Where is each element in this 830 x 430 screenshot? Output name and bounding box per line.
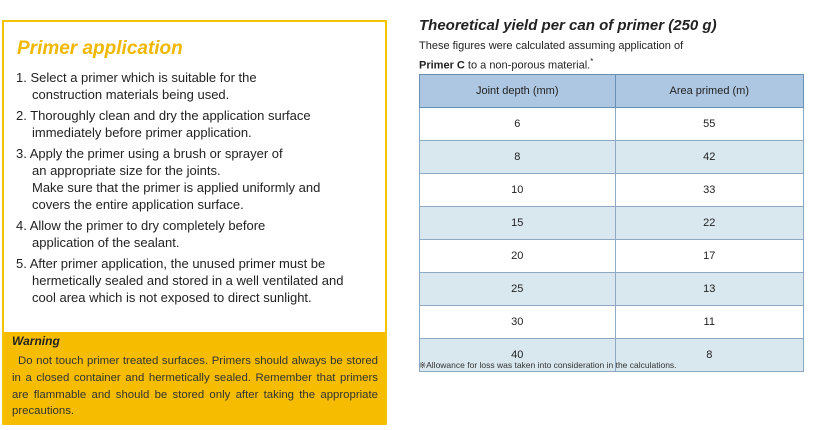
footnote-mark: * — [590, 57, 594, 66]
area-primed-cell: 55 — [615, 108, 804, 141]
primer-name: Primer C — [419, 59, 465, 72]
primer-application-panel — [2, 20, 387, 425]
header-area-primed: Area primed (m) — [615, 75, 804, 108]
subtitle-line1: These figures were calculated assuming application of — [419, 40, 684, 52]
header-joint-depth: Joint depth (mm) — [420, 75, 616, 108]
table-row — [420, 207, 804, 240]
joint-depth-cell: 10 — [420, 174, 616, 207]
area-primed-cell: 11 — [615, 306, 804, 339]
joint-depth-cell: 8 — [420, 141, 616, 174]
panel-title: Primer application — [17, 38, 183, 59]
table-footnote: ※Allowance for loss was taken into consideration in the calculations. — [419, 360, 677, 370]
step-item: 2. Thoroughly clean and dry the application surface immediately before primer application. — [16, 108, 311, 140]
area-primed-cell: 22 — [615, 207, 804, 240]
warning-box — [4, 332, 385, 425]
joint-depth-cell: 20 — [420, 240, 616, 273]
area-primed-cell: 42 — [615, 141, 804, 174]
steps-list — [16, 69, 376, 310]
step-item: 4. Allow the primer to dry completely before application of the sealant. — [16, 218, 266, 250]
joint-depth-cell: 25 — [420, 273, 616, 306]
table-row — [420, 108, 804, 141]
table-row — [420, 273, 804, 306]
table-row — [420, 240, 804, 273]
table-row — [420, 174, 804, 207]
joint-depth-cell: 6 — [420, 108, 616, 141]
subtitle-rest: to a non-porous material. — [464, 59, 591, 72]
area-primed-cell: 17 — [615, 240, 804, 273]
step-item: 1. Select a primer which is suitable for the construction materials being used. — [16, 70, 257, 102]
yield-table — [419, 74, 804, 372]
joint-depth-cell: 40 — [420, 339, 616, 372]
table-row — [420, 306, 804, 339]
yield-subtitle — [419, 38, 819, 74]
joint-depth-cell: 30 — [420, 306, 616, 339]
area-primed-cell: 13 — [615, 273, 804, 306]
step-item: 5. After primer application, the unused primer must be hermetically sealed and stored in a well ventilated and cool area which is not exposed to direct sunlight. — [16, 256, 344, 305]
area-primed-cell: 8 — [615, 339, 804, 372]
warning-label: Warning — [4, 332, 68, 350]
table-row — [420, 141, 804, 174]
table-header-row — [420, 75, 804, 108]
step-item: 3. Apply the primer using a brush or sprayer of an appropriate size for the joints. Make sure that the primer is applied uniformly and covers the entire application surface. — [16, 146, 321, 212]
joint-depth-cell: 15 — [420, 207, 616, 240]
area-primed-cell: 33 — [615, 174, 804, 207]
warning-text: Do not touch primer treated surfaces. Primers should always be stored in a closed container and hermetically sealed. Remember that primers are flammable and should be stored only after taking the appropriate precautions. — [12, 355, 378, 418]
yield-title: Theoretical yield per can of primer (250 g) — [419, 17, 717, 34]
